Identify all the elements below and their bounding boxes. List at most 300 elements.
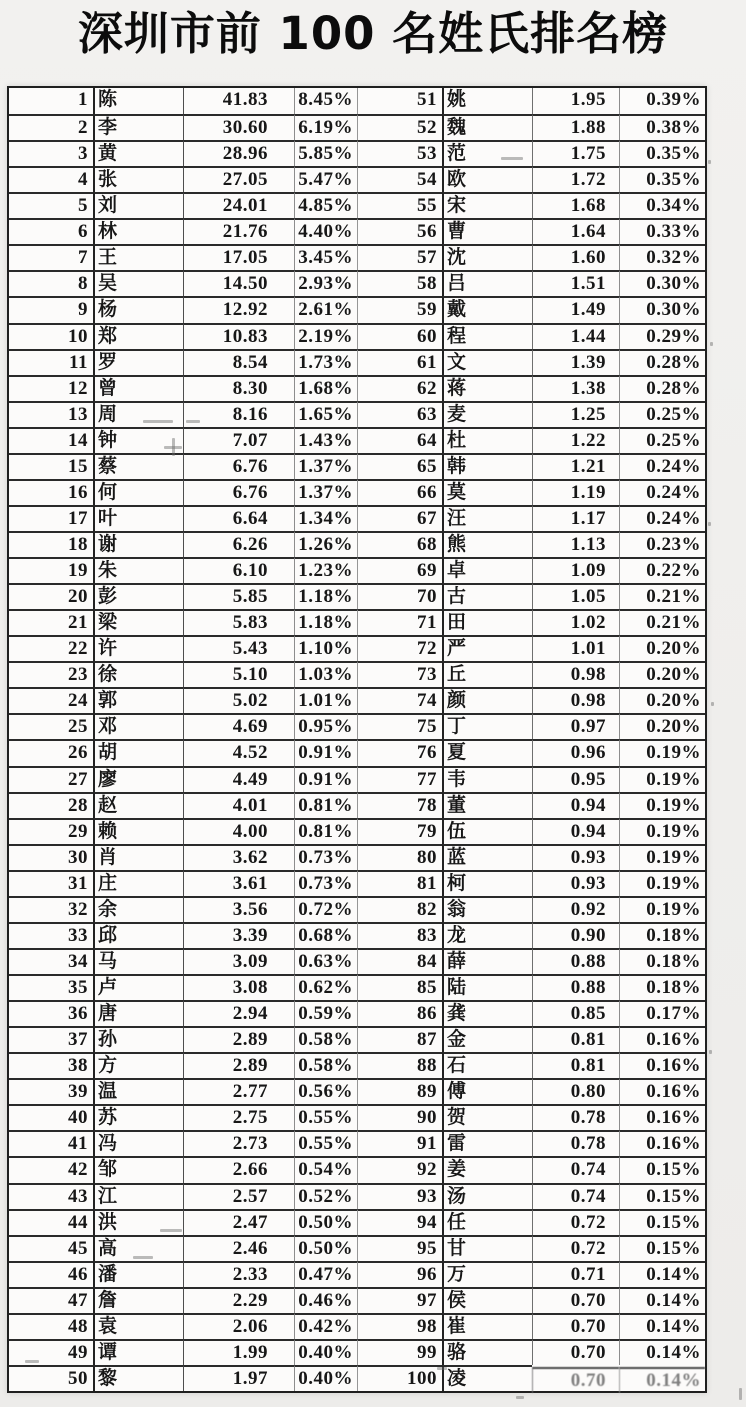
percent-cell: 0.95% bbox=[294, 713, 357, 739]
rank-cell: 12 bbox=[9, 375, 93, 401]
surname-cell: 吴 bbox=[93, 270, 183, 296]
percent-cell: 4.40% bbox=[294, 218, 357, 244]
percent-cell: 1.18% bbox=[294, 583, 357, 609]
surname-cell: 方 bbox=[93, 1052, 183, 1078]
surname-cell: 高 bbox=[93, 1235, 183, 1261]
percent-cell: 0.40% bbox=[294, 1365, 357, 1391]
value-cell: 1.19 bbox=[532, 479, 619, 505]
surname-cell: 骆 bbox=[442, 1339, 532, 1365]
rank-cell: 66 bbox=[357, 479, 442, 505]
rank-cell: 21 bbox=[9, 609, 93, 635]
value-cell: 0.70 bbox=[532, 1287, 619, 1313]
value-cell: 1.60 bbox=[532, 244, 619, 270]
value-cell: 5.10 bbox=[183, 661, 294, 687]
percent-cell: 0.14% bbox=[619, 1287, 705, 1313]
percent-cell: 3.45% bbox=[294, 244, 357, 270]
value-cell: 1.02 bbox=[532, 609, 619, 635]
value-cell: 1.22 bbox=[532, 427, 619, 453]
rank-cell: 57 bbox=[357, 244, 442, 270]
value-cell: 8.16 bbox=[183, 401, 294, 427]
rank-cell: 5 bbox=[9, 192, 93, 218]
percent-cell: 0.24% bbox=[619, 505, 705, 531]
surname-cell: 周 bbox=[93, 401, 183, 427]
rank-cell: 9 bbox=[9, 296, 93, 322]
rank-cell: 55 bbox=[357, 192, 442, 218]
percent-cell: 0.33% bbox=[619, 218, 705, 244]
rank-cell: 72 bbox=[357, 635, 442, 661]
value-cell: 1.39 bbox=[532, 349, 619, 375]
value-cell: 2.06 bbox=[183, 1313, 294, 1339]
percent-cell: 0.73% bbox=[294, 870, 357, 896]
rank-cell: 53 bbox=[357, 140, 442, 166]
surname-cell: 洪 bbox=[93, 1209, 183, 1235]
surname-cell: 沈 bbox=[442, 244, 532, 270]
value-cell: 1.75 bbox=[532, 140, 619, 166]
value-cell: 2.89 bbox=[183, 1026, 294, 1052]
rank-cell: 11 bbox=[9, 349, 93, 375]
value-cell: 0.94 bbox=[532, 792, 619, 818]
rank-cell: 79 bbox=[357, 818, 442, 844]
surname-cell: 吕 bbox=[442, 270, 532, 296]
percent-cell: 0.50% bbox=[294, 1235, 357, 1261]
rank-cell: 58 bbox=[357, 270, 442, 296]
surname-cell: 卓 bbox=[442, 557, 532, 583]
percent-cell: 0.46% bbox=[294, 1287, 357, 1313]
surname-cell: 卢 bbox=[93, 974, 183, 1000]
percent-cell: 2.19% bbox=[294, 323, 357, 349]
rank-cell: 64 bbox=[357, 427, 442, 453]
value-cell: 0.85 bbox=[532, 1000, 619, 1026]
rank-cell: 40 bbox=[9, 1104, 93, 1130]
percent-cell: 0.20% bbox=[619, 687, 705, 713]
rank-cell: 16 bbox=[9, 479, 93, 505]
percent-cell: 2.93% bbox=[294, 270, 357, 296]
rank-cell: 33 bbox=[9, 922, 93, 948]
rank-cell: 99 bbox=[357, 1339, 442, 1365]
scan-artifact bbox=[25, 1360, 39, 1363]
surname-cell: 夏 bbox=[442, 739, 532, 765]
value-cell: 0.80 bbox=[532, 1078, 619, 1104]
surname-cell: 曾 bbox=[93, 375, 183, 401]
rank-cell: 30 bbox=[9, 844, 93, 870]
surname-cell: 朱 bbox=[93, 557, 183, 583]
value-cell: 0.95 bbox=[532, 766, 619, 792]
percent-cell: 0.16% bbox=[619, 1026, 705, 1052]
surname-cell: 赵 bbox=[93, 792, 183, 818]
value-cell: 2.29 bbox=[183, 1287, 294, 1313]
surname-cell: 温 bbox=[93, 1078, 183, 1104]
rank-cell: 97 bbox=[357, 1287, 442, 1313]
value-cell: 0.88 bbox=[532, 974, 619, 1000]
percent-cell: 0.17% bbox=[619, 1000, 705, 1026]
percent-cell: 0.16% bbox=[619, 1130, 705, 1156]
percent-cell: 0.24% bbox=[619, 479, 705, 505]
surname-cell: 蓝 bbox=[442, 844, 532, 870]
value-cell: 6.64 bbox=[183, 505, 294, 531]
scan-artifact bbox=[172, 438, 175, 456]
value-cell: 0.94 bbox=[532, 818, 619, 844]
value-cell: 0.93 bbox=[532, 844, 619, 870]
rank-cell: 68 bbox=[357, 531, 442, 557]
surname-cell: 欧 bbox=[442, 166, 532, 192]
surname-cell: 贺 bbox=[442, 1104, 532, 1130]
rank-cell: 82 bbox=[357, 896, 442, 922]
surname-cell: 翁 bbox=[442, 896, 532, 922]
surname-cell: 杜 bbox=[442, 427, 532, 453]
percent-cell: 0.39% bbox=[619, 88, 705, 114]
value-cell: 0.78 bbox=[532, 1104, 619, 1130]
value-cell: 2.94 bbox=[183, 1000, 294, 1026]
percent-cell: 0.38% bbox=[619, 114, 705, 140]
surname-cell: 古 bbox=[442, 583, 532, 609]
rank-cell: 37 bbox=[9, 1026, 93, 1052]
scan-artifact bbox=[711, 702, 714, 706]
rank-cell: 98 bbox=[357, 1313, 442, 1339]
surname-cell: 王 bbox=[93, 244, 183, 270]
value-cell: 5.02 bbox=[183, 687, 294, 713]
value-cell: 3.61 bbox=[183, 870, 294, 896]
scan-artifact bbox=[143, 420, 173, 423]
rank-cell: 87 bbox=[357, 1026, 442, 1052]
percent-cell: 0.19% bbox=[619, 792, 705, 818]
rank-cell: 20 bbox=[9, 583, 93, 609]
value-cell: 27.05 bbox=[183, 166, 294, 192]
percent-cell: 0.91% bbox=[294, 766, 357, 792]
percent-cell: 1.73% bbox=[294, 349, 357, 375]
value-cell: 2.89 bbox=[183, 1052, 294, 1078]
rank-cell: 41 bbox=[9, 1130, 93, 1156]
percent-cell: 0.20% bbox=[619, 635, 705, 661]
rank-cell: 54 bbox=[357, 166, 442, 192]
percent-cell: 1.03% bbox=[294, 661, 357, 687]
rank-cell: 29 bbox=[9, 818, 93, 844]
percent-cell: 0.81% bbox=[294, 792, 357, 818]
value-cell: 0.70 bbox=[532, 1367, 619, 1393]
percent-cell: 0.91% bbox=[294, 739, 357, 765]
rank-cell: 31 bbox=[9, 870, 93, 896]
percent-cell: 0.50% bbox=[294, 1209, 357, 1235]
rank-cell: 75 bbox=[357, 713, 442, 739]
rank-cell: 27 bbox=[9, 766, 93, 792]
percent-cell: 1.26% bbox=[294, 531, 357, 557]
scan-artifact bbox=[739, 1388, 742, 1400]
value-cell: 3.62 bbox=[183, 844, 294, 870]
scan-artifact bbox=[133, 1256, 153, 1259]
scan-artifact bbox=[708, 160, 711, 164]
rank-cell: 51 bbox=[357, 88, 442, 114]
rank-cell: 45 bbox=[9, 1235, 93, 1261]
rank-cell: 77 bbox=[357, 766, 442, 792]
percent-cell: 1.37% bbox=[294, 479, 357, 505]
page-title: 深圳市前 100 名姓氏排名榜 bbox=[77, 7, 669, 60]
value-cell: 1.72 bbox=[532, 166, 619, 192]
surname-cell: 钟 bbox=[93, 427, 183, 453]
rank-cell: 60 bbox=[357, 323, 442, 349]
surname-cell: 宋 bbox=[442, 192, 532, 218]
value-cell: 2.66 bbox=[183, 1156, 294, 1182]
percent-cell: 0.30% bbox=[619, 270, 705, 296]
value-cell: 1.64 bbox=[532, 218, 619, 244]
rank-cell: 76 bbox=[357, 739, 442, 765]
surname-cell: 程 bbox=[442, 323, 532, 349]
percent-cell: 0.18% bbox=[619, 922, 705, 948]
value-cell: 0.81 bbox=[532, 1052, 619, 1078]
rank-cell: 6 bbox=[9, 218, 93, 244]
value-cell: 0.70 bbox=[532, 1313, 619, 1339]
value-cell: 1.51 bbox=[532, 270, 619, 296]
rank-cell: 47 bbox=[9, 1287, 93, 1313]
rank-cell: 44 bbox=[9, 1209, 93, 1235]
rank-cell: 100 bbox=[357, 1365, 442, 1391]
percent-cell: 0.14% bbox=[619, 1339, 705, 1365]
rank-cell: 95 bbox=[357, 1235, 442, 1261]
rank-cell: 93 bbox=[357, 1183, 442, 1209]
surname-cell: 彭 bbox=[93, 583, 183, 609]
rank-cell: 1 bbox=[78, 89, 88, 110]
scan-artifact bbox=[710, 342, 713, 346]
percent-cell: 0.28% bbox=[619, 375, 705, 401]
surname-cell: 柯 bbox=[442, 870, 532, 896]
percent-cell: 1.68% bbox=[294, 375, 357, 401]
scan-artifact bbox=[186, 420, 200, 423]
surname-cell: 杨 bbox=[93, 296, 183, 322]
surname-cell: 熊 bbox=[442, 531, 532, 557]
percent-cell: 1.65% bbox=[294, 401, 357, 427]
surname-cell: 侯 bbox=[442, 1287, 532, 1313]
value-cell: 0.71 bbox=[532, 1261, 619, 1287]
surname-cell: 伍 bbox=[442, 818, 532, 844]
percent-cell: 0.15% bbox=[619, 1183, 705, 1209]
value-cell: 0.72 bbox=[532, 1235, 619, 1261]
surname-cell: 莫 bbox=[442, 479, 532, 505]
percent-cell: 1.10% bbox=[294, 635, 357, 661]
value-cell: 0.93 bbox=[532, 870, 619, 896]
rank-cell: 70 bbox=[357, 583, 442, 609]
rank-cell: 36 bbox=[9, 1000, 93, 1026]
surname-cell: 李 bbox=[93, 114, 183, 140]
surname-cell: 凌 bbox=[442, 1365, 532, 1391]
rank-cell: 35 bbox=[9, 974, 93, 1000]
rank-cell: 28 bbox=[9, 792, 93, 818]
surname-cell: 谢 bbox=[93, 531, 183, 557]
rank-cell: 46 bbox=[9, 1261, 93, 1287]
value-cell: 5.83 bbox=[183, 609, 294, 635]
rank-cell: 63 bbox=[357, 401, 442, 427]
percent-cell: 1.43% bbox=[294, 427, 357, 453]
percent-cell: 0.16% bbox=[619, 1104, 705, 1130]
rank-cell: 67 bbox=[357, 505, 442, 531]
rank-cell: 78 bbox=[357, 792, 442, 818]
surname-cell: 林 bbox=[93, 218, 183, 244]
rank-cell: 91 bbox=[357, 1130, 442, 1156]
percent-cell: 0.22% bbox=[619, 557, 705, 583]
value-cell: 1.97 bbox=[183, 1365, 294, 1391]
rank-cell: 24 bbox=[9, 687, 93, 713]
percent-cell: 0.23% bbox=[619, 531, 705, 557]
surname-cell: 蒋 bbox=[442, 375, 532, 401]
surname-cell: 黄 bbox=[93, 140, 183, 166]
percent-cell: 4.85% bbox=[294, 192, 357, 218]
surname-cell: 孙 bbox=[93, 1026, 183, 1052]
rank-cell: 17 bbox=[9, 505, 93, 531]
surname-cell: 姚 bbox=[442, 88, 532, 114]
surname-cell: 梁 bbox=[93, 609, 183, 635]
rank-cell: 26 bbox=[9, 739, 93, 765]
surname-cell: 汪 bbox=[442, 505, 532, 531]
value-cell: 2.46 bbox=[183, 1235, 294, 1261]
value-cell: 3.09 bbox=[183, 948, 294, 974]
value-cell: 0.97 bbox=[532, 713, 619, 739]
value-cell: 2.57 bbox=[183, 1183, 294, 1209]
percent-cell: 0.35% bbox=[619, 140, 705, 166]
value-cell: 0.96 bbox=[532, 739, 619, 765]
surname-cell: 潘 bbox=[93, 1261, 183, 1287]
value-cell: 1.49 bbox=[532, 296, 619, 322]
surname-cell: 詹 bbox=[93, 1287, 183, 1313]
value-cell: 17.05 bbox=[183, 244, 294, 270]
percent-cell: 0.19% bbox=[619, 818, 705, 844]
value-cell: 1.17 bbox=[532, 505, 619, 531]
value-cell: 2.33 bbox=[183, 1261, 294, 1287]
rank-cell: 83 bbox=[357, 922, 442, 948]
surname-cell: 苏 bbox=[93, 1104, 183, 1130]
value-cell: 6.10 bbox=[183, 557, 294, 583]
value-cell: 28.96 bbox=[183, 140, 294, 166]
value-cell: 3.39 bbox=[183, 922, 294, 948]
rank-cell: 86 bbox=[357, 1000, 442, 1026]
surname-cell: 丁 bbox=[442, 713, 532, 739]
rank-cell: 3 bbox=[9, 140, 93, 166]
percent-cell: 0.21% bbox=[619, 583, 705, 609]
surname-cell: 戴 bbox=[442, 296, 532, 322]
scan-artifact bbox=[709, 1050, 712, 1054]
rank-cell: 90 bbox=[357, 1104, 442, 1130]
surname-cell: 姜 bbox=[442, 1156, 532, 1182]
scan-artifact bbox=[160, 1229, 182, 1232]
percent-cell: 0.55% bbox=[294, 1104, 357, 1130]
rank-cell: 39 bbox=[9, 1078, 93, 1104]
rank-cell: 7 bbox=[9, 244, 93, 270]
surname-cell: 廖 bbox=[93, 766, 183, 792]
rank-cell: 42 bbox=[9, 1156, 93, 1182]
percent-cell: 0.28% bbox=[619, 349, 705, 375]
surname-cell: 韩 bbox=[442, 453, 532, 479]
surname-cell: 马 bbox=[93, 948, 183, 974]
value-cell: 1.44 bbox=[532, 323, 619, 349]
percent-cell: 0.55% bbox=[294, 1130, 357, 1156]
surname-cell: 麦 bbox=[442, 401, 532, 427]
surname-cell: 邹 bbox=[93, 1156, 183, 1182]
surname-cell: 颜 bbox=[442, 687, 532, 713]
surname-cell: 董 bbox=[442, 792, 532, 818]
rank-cell: 88 bbox=[357, 1052, 442, 1078]
surname-cell: 叶 bbox=[93, 505, 183, 531]
surname-cell: 郭 bbox=[93, 687, 183, 713]
value-cell: 0.98 bbox=[532, 687, 619, 713]
value-cell: 7.07 bbox=[183, 427, 294, 453]
percent-cell: 1.34% bbox=[294, 505, 357, 531]
rank-cell: 81 bbox=[357, 870, 442, 896]
percent-cell: 0.30% bbox=[619, 296, 705, 322]
value-cell: 21.76 bbox=[183, 218, 294, 244]
percent-cell: 0.16% bbox=[619, 1078, 705, 1104]
rank-cell: 13 bbox=[9, 401, 93, 427]
rank-cell: 80 bbox=[357, 844, 442, 870]
surname-cell: 薛 bbox=[442, 948, 532, 974]
rank-cell: 32 bbox=[9, 896, 93, 922]
percent-cell: 0.14% bbox=[619, 1313, 705, 1339]
value-cell: 2.47 bbox=[183, 1209, 294, 1235]
surname-cell: 庄 bbox=[93, 870, 183, 896]
surname-cell: 余 bbox=[93, 896, 183, 922]
percent-cell: 0.16% bbox=[619, 1052, 705, 1078]
value-cell: 24.01 bbox=[183, 192, 294, 218]
value-cell: 3.08 bbox=[183, 974, 294, 1000]
surname-ranking-table bbox=[7, 86, 707, 1393]
value-cell: 2.73 bbox=[183, 1130, 294, 1156]
value-cell: 6.76 bbox=[183, 479, 294, 505]
surname-cell: 黎 bbox=[93, 1365, 183, 1391]
value-cell: 5.85 bbox=[183, 583, 294, 609]
surname-cell: 邱 bbox=[93, 922, 183, 948]
percent-cell: 0.25% bbox=[619, 427, 705, 453]
percent-cell: 0.68% bbox=[294, 922, 357, 948]
surname-cell: 文 bbox=[442, 349, 532, 375]
value-cell: 6.76 bbox=[183, 453, 294, 479]
surname-cell: 曹 bbox=[442, 218, 532, 244]
percent-cell: 0.20% bbox=[619, 713, 705, 739]
surname-cell: 许 bbox=[93, 635, 183, 661]
rank-cell: 19 bbox=[9, 557, 93, 583]
rank-cell: 92 bbox=[357, 1156, 442, 1182]
value-cell: 1.21 bbox=[532, 453, 619, 479]
surname-cell: 唐 bbox=[93, 1000, 183, 1026]
percent-cell: 5.85% bbox=[294, 140, 357, 166]
value-cell: 4.01 bbox=[183, 792, 294, 818]
value-cell: 1.01 bbox=[532, 635, 619, 661]
value-cell: 4.52 bbox=[183, 739, 294, 765]
scan-artifact bbox=[501, 157, 523, 160]
value-cell: 3.56 bbox=[183, 896, 294, 922]
rank-cell: 38 bbox=[9, 1052, 93, 1078]
surname-cell: 邓 bbox=[93, 713, 183, 739]
percent-cell: 0.19% bbox=[619, 766, 705, 792]
rank-cell: 43 bbox=[9, 1183, 93, 1209]
rank-cell: 96 bbox=[357, 1261, 442, 1287]
scan-artifact bbox=[516, 1396, 524, 1399]
surname-cell: 龙 bbox=[442, 922, 532, 948]
percent-cell: 0.81% bbox=[294, 818, 357, 844]
value-cell: 5.43 bbox=[183, 635, 294, 661]
rank-cell: 2 bbox=[9, 114, 93, 140]
surname-cell: 严 bbox=[442, 635, 532, 661]
surname-cell: 汤 bbox=[442, 1183, 532, 1209]
rank-cell: 61 bbox=[357, 349, 442, 375]
value-cell: 0.90 bbox=[532, 922, 619, 948]
percent-cell: 0.63% bbox=[294, 948, 357, 974]
rank-cell: 10 bbox=[9, 323, 93, 349]
value-cell: 0.81 bbox=[532, 1026, 619, 1052]
rank-cell: 50 bbox=[9, 1365, 93, 1391]
percent-cell: 0.15% bbox=[619, 1156, 705, 1182]
rank-cell: 34 bbox=[9, 948, 93, 974]
rank-cell: 59 bbox=[357, 296, 442, 322]
surname-cell: 蔡 bbox=[93, 453, 183, 479]
surname-cell: 雷 bbox=[442, 1130, 532, 1156]
value-cell: 1.13 bbox=[532, 531, 619, 557]
percent-cell: 0.72% bbox=[294, 896, 357, 922]
percent-cell: 0.15% bbox=[619, 1235, 705, 1261]
